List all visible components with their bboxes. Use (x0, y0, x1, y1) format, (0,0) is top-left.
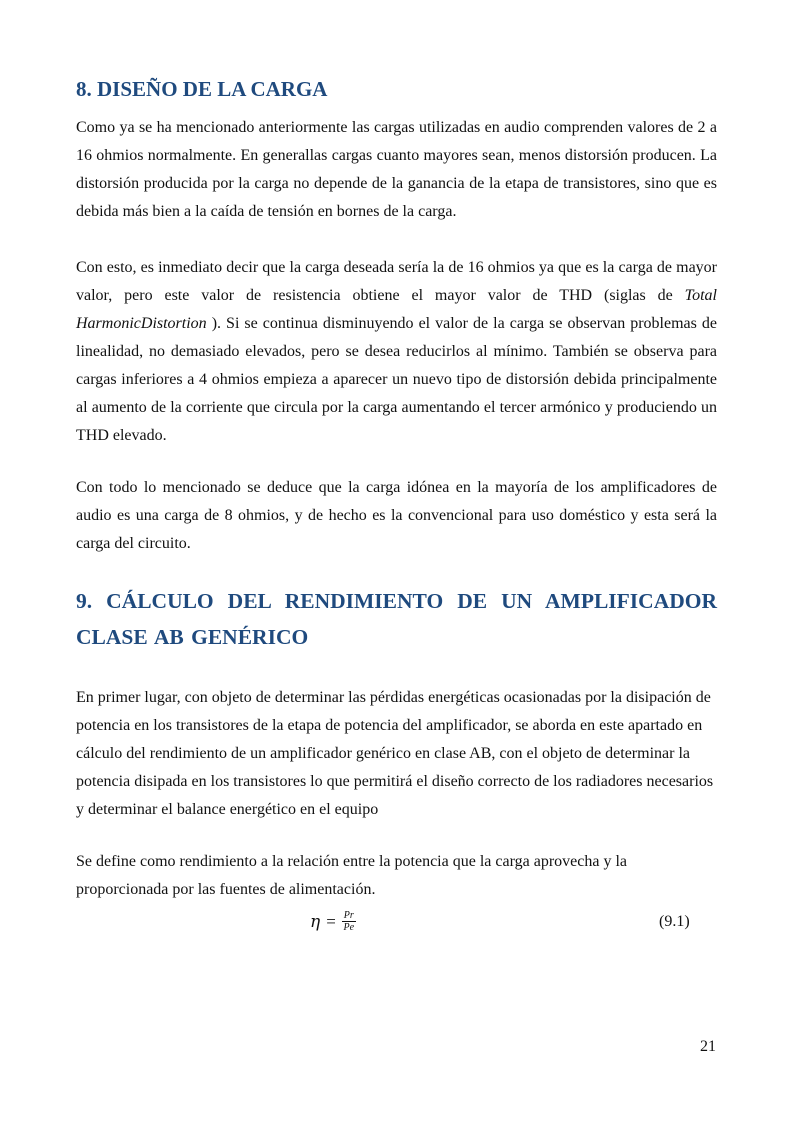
section-8-heading: 8. DISEÑO DE LA CARGA (76, 77, 328, 101)
italic-term: Total HarmonicDistortion (76, 287, 717, 332)
numerator: Pr (343, 910, 354, 921)
equation-number: (9.1) (659, 913, 690, 930)
fraction (342, 910, 356, 933)
paragraph-text: ). Si se continua disminuyendo el valor de la carga se observan problemas de linealidad, no demasiado elevados, pero se desea reducirlos al mínimo. También se observa para cargas inferiores a 4 ohmios empieza a aparecer un nuevo tipo de distorsión debida principalmente al aumento de la corriente que circula por la carga aumentando el tercer armónico y produciendo un THD elevado. (76, 315, 717, 444)
section-8-paragraph-3: Con todo lo mencionado se deduce que la carga idónea en la mayoría de los amplificadores de audio es una carga de 8 ohmios, y de hecho es la convencional para uso doméstico y esta será la carga del circuito. (76, 479, 717, 552)
section-8-paragraph-2 (76, 254, 717, 450)
paragraph-text: Con esto, es inmediato decir que la carga deseada sería la de 16 ohmios ya que es la carga de mayor valor, pero este valor de resistencia obtiene el mayor valor de THD (siglas de (76, 259, 717, 304)
page-number: 21 (700, 1038, 716, 1055)
section-9-paragraph-1: En primer lugar, con objeto de determinar las pérdidas energéticas ocasionadas por la disipación de potencia en los transistores de la etapa de potencia del amplificador, se aborda en este apartado en cálculo del rendimiento de un amplificador genérico en clase AB, con el objeto de determinar la potencia disipada en los transistores lo que permitirá el diseño correcto de los radiadores necesarios y determinar el balance energético en el equipo (76, 689, 714, 818)
denominator: Pe (343, 922, 355, 933)
equals-sign: = (326, 911, 336, 931)
equation-9-1 (310, 910, 356, 933)
eta-symbol: η (310, 911, 321, 932)
section-9-heading: 9. CÁLCULO DEL RENDIMIENTO DE UN AMPLIFICADOR CLASE AB GENÉRICO (76, 589, 717, 649)
section-8-paragraph-1: Como ya se ha mencionado anteriormente las cargas utilizadas en audio comprenden valores de 2 a 16 ohmios normalmente. En generallas cargas cuanto mayores sean, menos distorsión producen. La distorsión producida por la carga no depende de la ganancia de la etapa de transistores, sino que es debida más bien a la caída de tensión en bornes de la carga. (76, 119, 717, 220)
section-9-paragraph-2: Se define como rendimiento a la relación entre la potencia que la carga aprovecha y la proporcionada por las fuentes de alimentación. (76, 853, 627, 898)
